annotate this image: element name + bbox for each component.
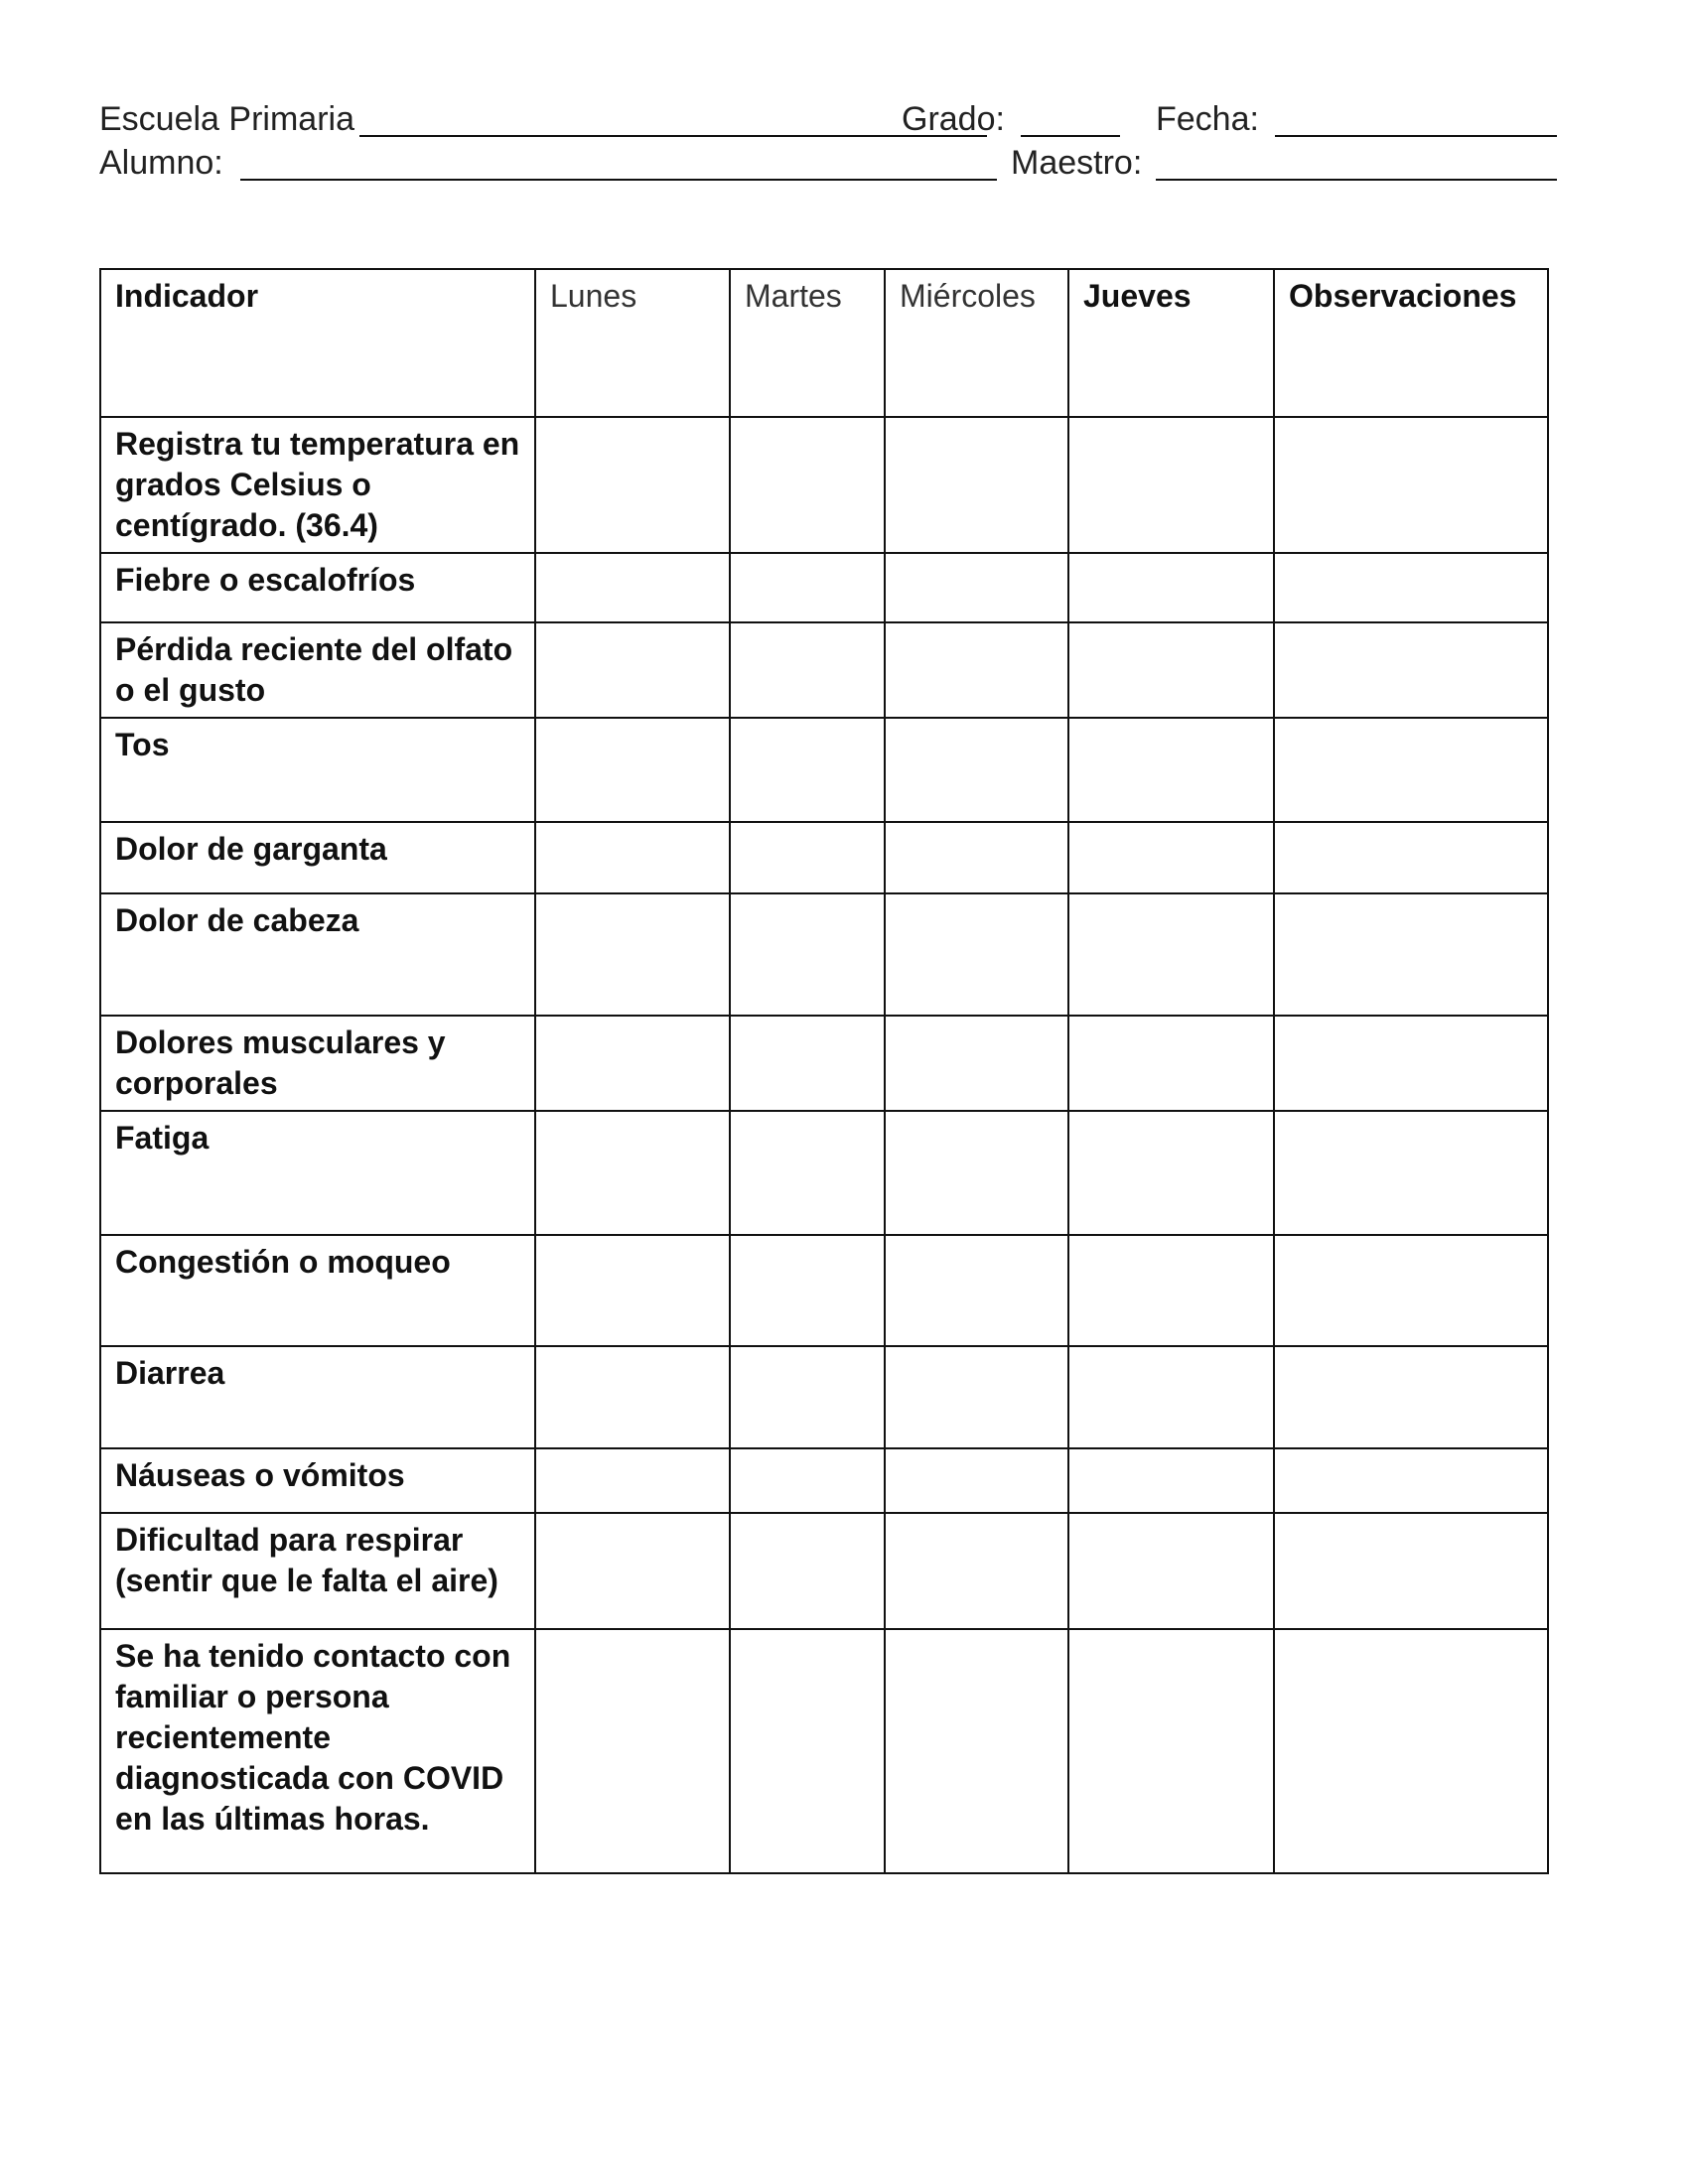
school-field[interactable] (359, 135, 987, 137)
column-header-observations: Observaciones (1274, 269, 1548, 417)
cell-observations[interactable] (1274, 718, 1548, 822)
cell-tuesday[interactable] (730, 822, 885, 893)
cell-monday[interactable] (535, 1513, 730, 1629)
cell-tuesday[interactable] (730, 1111, 885, 1235)
cell-tuesday[interactable] (730, 1346, 885, 1448)
table-row (100, 893, 1548, 1016)
cell-wednesday[interactable] (885, 1111, 1068, 1235)
table-row (100, 622, 1548, 718)
header-row-1 (99, 97, 1559, 141)
cell-tuesday[interactable] (730, 1016, 885, 1111)
cell-tuesday[interactable] (730, 1448, 885, 1513)
table-row (100, 417, 1548, 553)
cell-observations[interactable] (1274, 1448, 1548, 1513)
indicator-muscle-pain: Dolores musculares y corporales (100, 1016, 535, 1111)
cell-observations[interactable] (1274, 1016, 1548, 1111)
student-label: Alumno: (99, 144, 223, 182)
cell-monday[interactable] (535, 553, 730, 622)
table-header-row (100, 269, 1548, 417)
table-row (100, 1629, 1548, 1873)
symptom-table (99, 268, 1549, 1874)
indicator-diarrhea: Diarrea (100, 1346, 535, 1448)
cell-thursday[interactable] (1068, 1235, 1274, 1346)
cell-monday[interactable] (535, 1448, 730, 1513)
cell-monday[interactable] (535, 822, 730, 893)
cell-wednesday[interactable] (885, 718, 1068, 822)
cell-monday[interactable] (535, 1235, 730, 1346)
cell-thursday[interactable] (1068, 1629, 1274, 1873)
table-row (100, 1346, 1548, 1448)
cell-monday[interactable] (535, 893, 730, 1016)
cell-tuesday[interactable] (730, 1235, 885, 1346)
cell-monday[interactable] (535, 1629, 730, 1873)
cell-tuesday[interactable] (730, 417, 885, 553)
cell-wednesday[interactable] (885, 417, 1068, 553)
cell-monday[interactable] (535, 1111, 730, 1235)
grade-label: Grado: (902, 100, 1005, 138)
cell-tuesday[interactable] (730, 718, 885, 822)
indicator-fever: Fiebre o escalofríos (100, 553, 535, 622)
cell-thursday[interactable] (1068, 1346, 1274, 1448)
student-field[interactable] (240, 179, 997, 181)
indicator-headache: Dolor de cabeza (100, 893, 535, 1016)
cell-thursday[interactable] (1068, 1016, 1274, 1111)
table-row (100, 1016, 1548, 1111)
cell-wednesday[interactable] (885, 1346, 1068, 1448)
table-row (100, 822, 1548, 893)
cell-observations[interactable] (1274, 553, 1548, 622)
cell-observations[interactable] (1274, 1346, 1548, 1448)
cell-wednesday[interactable] (885, 893, 1068, 1016)
cell-observations[interactable] (1274, 622, 1548, 718)
cell-tuesday[interactable] (730, 893, 885, 1016)
grade-field[interactable] (1021, 135, 1120, 137)
teacher-label: Maestro: (1011, 144, 1143, 182)
cell-thursday[interactable] (1068, 417, 1274, 553)
cell-thursday[interactable] (1068, 1111, 1274, 1235)
cell-wednesday[interactable] (885, 1448, 1068, 1513)
cell-observations[interactable] (1274, 1629, 1548, 1873)
table-row (100, 553, 1548, 622)
cell-wednesday[interactable] (885, 553, 1068, 622)
indicator-temperature: Registra tu temperatura en grados Celsius o centígrado. (36.4) (100, 417, 535, 553)
cell-tuesday[interactable] (730, 1629, 885, 1873)
indicator-nausea: Náuseas o vómitos (100, 1448, 535, 1513)
cell-wednesday[interactable] (885, 822, 1068, 893)
cell-observations[interactable] (1274, 822, 1548, 893)
column-header-indicator: Indicador (100, 269, 535, 417)
date-field[interactable] (1275, 135, 1557, 137)
indicator-covid-contact: Se ha tenido contacto con familiar o persona recientemente diagnosticada con COVID en las últimas horas. (100, 1629, 535, 1873)
indicator-fatigue: Fatiga (100, 1111, 535, 1235)
cell-monday[interactable] (535, 622, 730, 718)
cell-wednesday[interactable] (885, 1629, 1068, 1873)
indicator-smell-taste: Pérdida reciente del olfato o el gusto (100, 622, 535, 718)
teacher-field[interactable] (1156, 179, 1557, 181)
cell-observations[interactable] (1274, 1111, 1548, 1235)
header-row-2 (99, 141, 1559, 185)
cell-observations[interactable] (1274, 417, 1548, 553)
school-label: Escuela Primaria (99, 100, 354, 138)
cell-wednesday[interactable] (885, 622, 1068, 718)
table-row (100, 1235, 1548, 1346)
cell-tuesday[interactable] (730, 553, 885, 622)
cell-thursday[interactable] (1068, 553, 1274, 622)
table-row (100, 1448, 1548, 1513)
column-header-tuesday: Martes (730, 269, 885, 417)
cell-thursday[interactable] (1068, 1448, 1274, 1513)
cell-observations[interactable] (1274, 1513, 1548, 1629)
cell-wednesday[interactable] (885, 1235, 1068, 1346)
indicator-cough: Tos (100, 718, 535, 822)
cell-wednesday[interactable] (885, 1513, 1068, 1629)
cell-observations[interactable] (1274, 893, 1548, 1016)
cell-monday[interactable] (535, 718, 730, 822)
cell-wednesday[interactable] (885, 1016, 1068, 1111)
column-header-wednesday: Miércoles (885, 269, 1068, 417)
indicator-breathing: Dificultad para respirar (sentir que le falta el aire) (100, 1513, 535, 1629)
column-header-monday: Lunes (535, 269, 730, 417)
table-row (100, 1111, 1548, 1235)
table-row (100, 1513, 1548, 1629)
date-label: Fecha: (1156, 100, 1259, 138)
cell-monday[interactable] (535, 1016, 730, 1111)
cell-thursday[interactable] (1068, 622, 1274, 718)
cell-tuesday[interactable] (730, 1513, 885, 1629)
cell-thursday[interactable] (1068, 718, 1274, 822)
cell-observations[interactable] (1274, 1235, 1548, 1346)
indicator-sore-throat: Dolor de garganta (100, 822, 535, 893)
cell-monday[interactable] (535, 1346, 730, 1448)
column-header-thursday: Jueves (1068, 269, 1274, 417)
cell-tuesday[interactable] (730, 622, 885, 718)
cell-monday[interactable] (535, 417, 730, 553)
cell-thursday[interactable] (1068, 1513, 1274, 1629)
cell-thursday[interactable] (1068, 822, 1274, 893)
indicator-congestion: Congestión o moqueo (100, 1235, 535, 1346)
cell-thursday[interactable] (1068, 893, 1274, 1016)
table-row (100, 718, 1548, 822)
